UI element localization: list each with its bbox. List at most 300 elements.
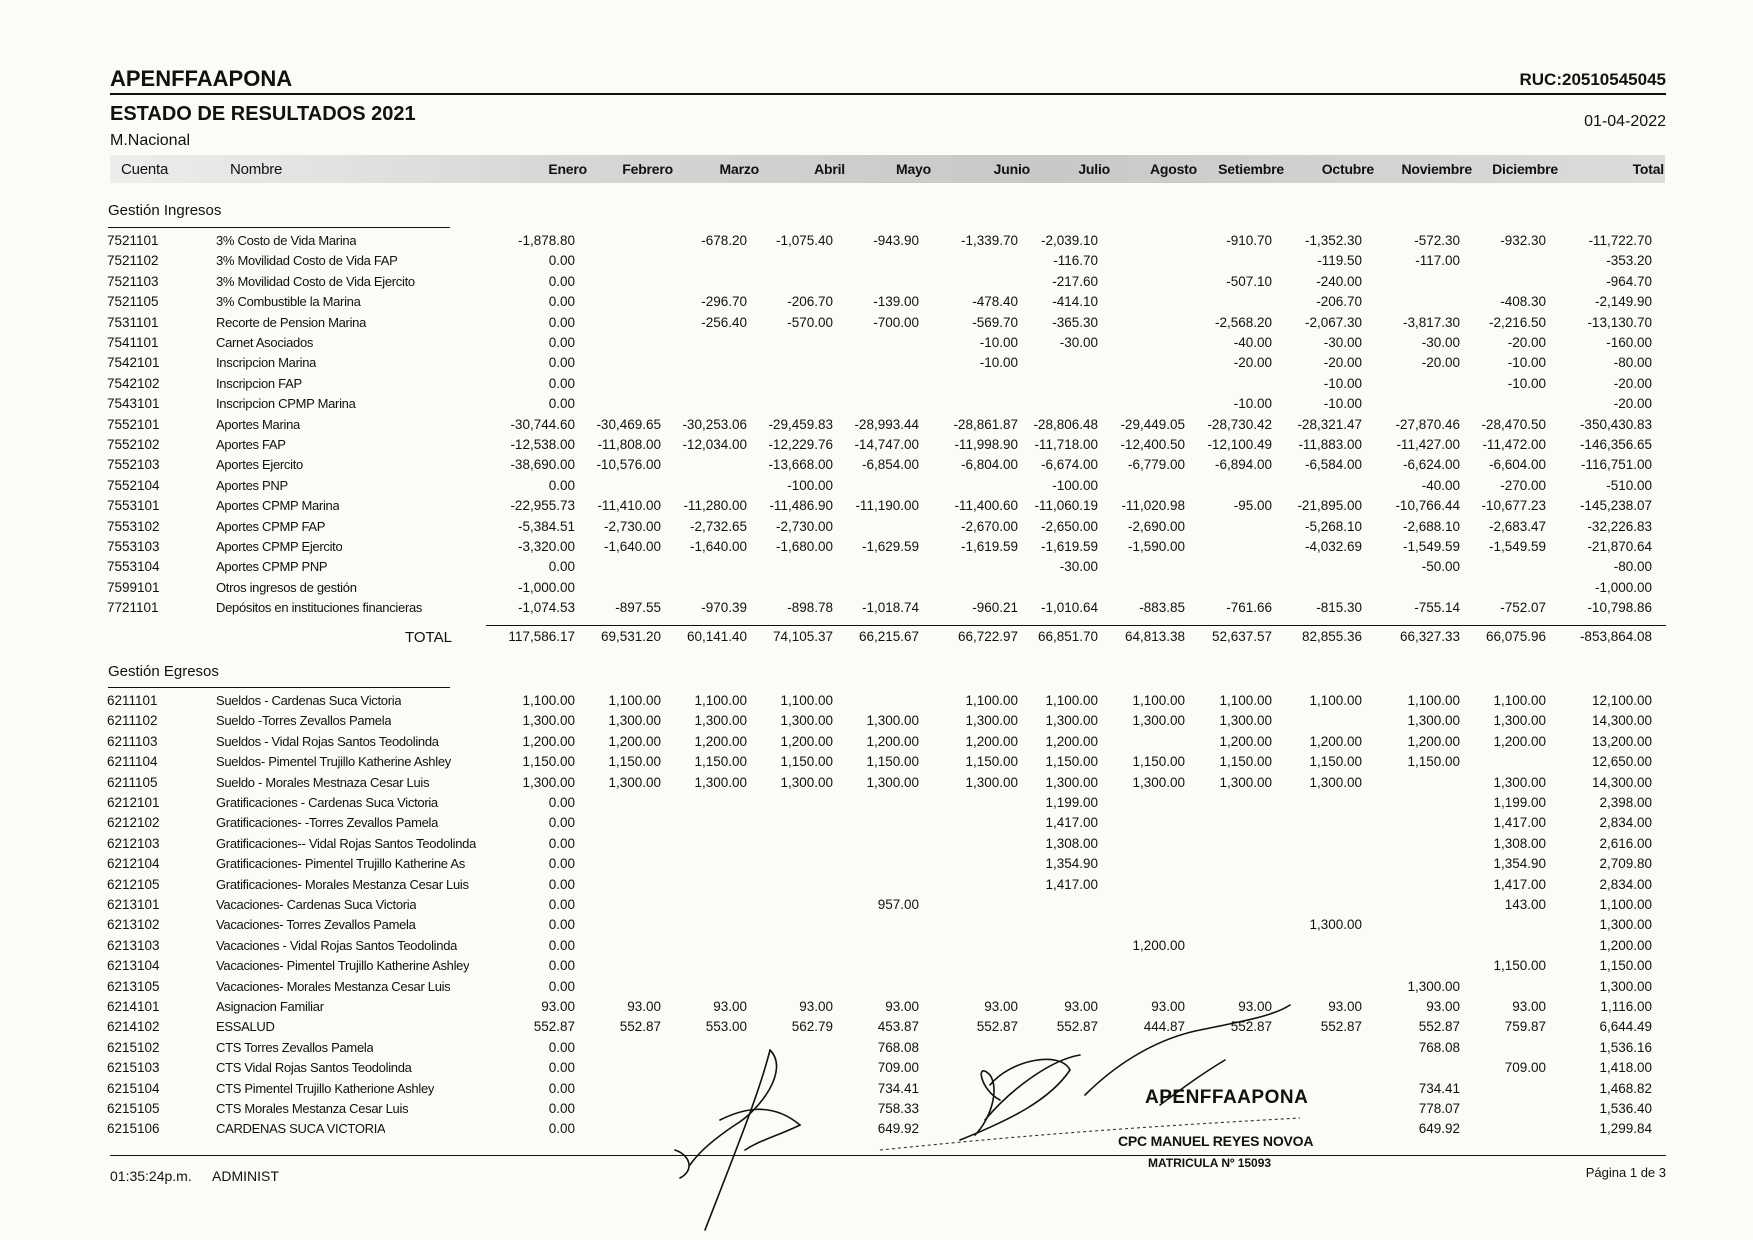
month-value-cell: -932.30 [1500,233,1546,248]
row-total-cell: 1,468.82 [1599,1080,1652,1096]
month-value-cell: 1,150.00 [694,754,747,770]
month-value-cell: 93.00 [1238,999,1272,1014]
month-value-cell: 1,200.00 [780,733,833,749]
row-total-cell: -10,798.86 [1587,600,1652,616]
month-value-cell: -2,039.10 [1040,233,1098,248]
month-value-cell: 0.00 [548,815,575,831]
month-value-cell: 1,150.00 [1407,754,1460,770]
account-code: 6212103 [107,835,160,851]
month-value-cell: -761.66 [1226,600,1272,616]
month-value-cell: -2,730.00 [775,518,833,534]
month-value-cell: -28,730.42 [1207,416,1272,432]
month-value-cell: 0.00 [548,273,575,289]
month-value-cell: -752.07 [1500,600,1546,616]
month-value-cell: -40.00 [1233,335,1272,350]
month-value-cell: -1,619.59 [960,539,1018,554]
month-value-cell: 0.00 [548,375,575,391]
row-total-cell: 1,200.00 [1599,937,1652,953]
month-value-cell: -755.14 [1414,600,1460,616]
month-value-cell: -4,032.69 [1304,539,1362,554]
column-header-month: Agosto [1149,161,1197,177]
column-header-account: Cuenta [121,161,169,178]
month-value-cell: 0.00 [548,1039,575,1055]
month-value-cell: -960.21 [972,600,1018,616]
month-value-cell: 957.00 [877,897,919,912]
month-value-cell: 1,200.00 [694,733,747,749]
row-total-cell: -80.00 [1613,559,1652,575]
month-value-cell: 1,200.00 [608,733,661,749]
month-value-cell: 1,100.00 [1132,693,1185,708]
month-value-cell: 1,300.00 [780,774,833,790]
month-value-cell: -10.00 [1323,396,1362,412]
month-value-cell: 1,199.00 [1493,795,1546,810]
month-value-cell: -11,280.00 [683,498,747,514]
account-name: Sueldo -Torres Zevallos Pamela [216,713,392,729]
month-value-cell: -20.00 [1421,355,1460,371]
month-value-cell: 709.00 [877,1060,919,1076]
month-value-cell: 552.87 [619,1019,661,1035]
row-total-cell: 1,418.00 [1599,1060,1652,1076]
account-code: 6211101 [107,693,158,708]
month-value-cell: 552.87 [1320,1019,1362,1035]
account-name: Sueldos- Pimentel Trujillo Katherine Ashley [216,754,451,770]
month-value-cell: 1,300.00 [1045,713,1098,729]
row-total-cell: -21,870.64 [1587,539,1652,554]
month-value-cell: 552.87 [1230,1019,1272,1035]
month-value-cell: -365.30 [1052,314,1098,330]
currency-label: M.Nacional [110,132,191,149]
company-name: APENFFAAPONA [110,66,293,91]
month-value-cell: -2,670.00 [960,518,1018,534]
row-total-cell: -964.70 [1606,273,1652,289]
account-name: Sueldos - Vidal Rojas Santos Teodolinda [216,733,439,749]
account-code: 7542102 [107,375,160,391]
row-total-cell: -116,751.00 [1580,457,1652,473]
column-header-month: Enero [548,161,587,177]
month-value-cell: -12,100.49 [1207,437,1272,452]
month-value-cell: -30.00 [1421,335,1460,350]
month-value-cell: 1,300.00 [1132,774,1185,790]
month-value-cell: -12,034.00 [682,437,747,452]
month-value-cell: -117.00 [1415,253,1460,269]
month-value-cell: 1,150.00 [1493,958,1546,974]
account-name: Gratificaciones- Pimentel Trujillo Katherine As [216,856,465,872]
account-name: Aportes PNP [216,477,288,493]
row-total-cell: -13,130.70 [1587,314,1652,330]
month-value-cell: -1,010.64 [1040,600,1098,616]
month-value-cell: -1,075.40 [775,233,833,248]
month-value-cell: -10,677.23 [1481,498,1546,514]
account-name: Vacaciones- Pimentel Trujillo Katherine Ashley [216,958,470,974]
account-code: 7542101 [107,355,160,371]
month-value-cell: 1,199.00 [1045,795,1098,810]
month-value-cell: 1,300.00 [1493,774,1546,790]
month-value-cell: -11,190.00 [855,498,919,514]
month-value-cell: 1,150.00 [1132,754,1185,770]
account-name: Aportes CPMP Ejercito [216,539,343,554]
month-value-cell: 93.00 [1064,999,1098,1014]
month-value-cell: 1,300.00 [522,713,575,729]
total-label: TOTAL [405,628,452,646]
month-value-cell: -11,808.00 [597,437,661,452]
account-name: Sueldos - Cardenas Suca Victoria [216,693,402,708]
account-code: 7721101 [107,600,159,616]
account-name: Inscripcion FAP [216,375,302,391]
month-value-cell: 1,100.00 [1219,693,1272,708]
month-value-cell: -1,074.53 [517,600,575,616]
month-value-cell: -815.30 [1316,600,1362,616]
month-value-cell: -20.00 [1507,335,1546,350]
month-value-cell: -5,384.51 [517,518,575,534]
month-value-cell: -1,018.74 [861,600,919,616]
month-value-cell: 1,300.00 [1407,978,1460,994]
month-value-cell: 1,150.00 [1309,754,1362,770]
print-user: ADMINIST [212,1168,279,1184]
month-value-cell: -29,459.83 [768,416,833,432]
report-date: 01-04-2022 [1584,113,1666,130]
month-value-cell: 1,100.00 [780,693,833,708]
month-value-cell: 1,100.00 [1045,693,1098,708]
month-value-cell: -20.00 [1233,355,1272,371]
month-value-cell: -11,998.90 [954,437,1018,452]
account-code: 7552102 [107,437,160,452]
column-header-month: Octubre [1321,161,1374,177]
month-value-cell: 1,200.00 [1045,733,1098,749]
row-total-cell: -2,149.90 [1594,294,1652,310]
month-value-cell: 1,200.00 [866,733,919,749]
column-header-month: Marzo [719,161,759,177]
column-header-month: Mayo [896,161,931,177]
month-value-cell: 768.08 [1418,1039,1460,1055]
account-code: 6212105 [107,876,160,892]
row-total-cell: 12,650.00 [1591,754,1652,770]
row-total-cell: 1,536.40 [1599,1101,1652,1116]
month-value-cell: 1,354.90 [1493,856,1546,872]
row-total-cell: -160.00 [1606,335,1652,350]
month-value-cell: -1,629.59 [861,539,919,554]
month-value-cell: 0.00 [548,477,575,493]
month-value-cell: -30.00 [1059,559,1098,575]
month-value-cell: -572.30 [1414,233,1460,248]
month-value-cell: -10,766.44 [1395,498,1460,514]
account-code: 6213105 [107,978,160,994]
month-value-cell: 93.00 [713,999,747,1014]
month-value-cell: -6,894.00 [1214,457,1272,473]
month-value-cell: 1,300.00 [1493,713,1546,729]
month-total-cell: 66,327.33 [1399,628,1460,644]
month-value-cell: -30,469.65 [596,416,661,432]
month-value-cell: 1,300.00 [608,774,661,790]
month-value-cell: -11,427.00 [1396,437,1460,452]
month-value-cell: -1,549.59 [1488,539,1546,554]
account-name: Aportes CPMP FAP [216,518,326,534]
account-code: 7521105 [107,294,159,310]
section-title-egresos: Gestión Egresos [108,663,219,680]
account-code: 7531101 [107,314,159,330]
account-name: Aportes CPMP Marina [216,498,340,514]
account-code: 6215104 [107,1080,160,1096]
month-value-cell: -100.00 [787,477,833,493]
row-total-cell: 2,834.00 [1599,876,1652,892]
month-value-cell: 0.00 [548,253,575,269]
month-value-cell: 1,300.00 [608,713,661,729]
month-value-cell: 0.00 [548,937,575,953]
month-value-cell: 93.00 [541,999,575,1014]
row-total-cell: 2,709.80 [1599,856,1652,872]
month-value-cell: -1,590.00 [1127,539,1185,554]
row-total-cell: 6,644.49 [1599,1019,1652,1035]
month-value-cell: 1,300.00 [866,713,919,729]
month-value-cell: 0.00 [548,978,575,994]
month-value-cell: -408.30 [1500,294,1546,310]
month-value-cell: -40.00 [1421,477,1460,493]
month-value-cell: 1,300.00 [694,713,747,729]
month-total-cell: 66,215.67 [858,628,919,644]
month-value-cell: -217.60 [1052,273,1098,289]
month-value-cell: -3,817.30 [1402,314,1460,330]
month-value-cell: -206.70 [787,294,833,310]
report-title: ESTADO DE RESULTADOS 2021 [110,103,416,125]
month-value-cell: 1,300.00 [1219,713,1272,729]
account-name: ESSALUD [216,1019,275,1035]
row-total-cell: -20.00 [1613,375,1652,391]
month-value-cell: 778.07 [1418,1101,1460,1116]
month-value-cell: 1,300.00 [1309,917,1362,933]
account-name: Vacaciones- Cardenas Suca Victoria [216,897,417,912]
month-value-cell: 1,354.90 [1045,856,1098,872]
month-total-cell: 82,855.36 [1301,628,1362,644]
account-name: Aportes Marina [216,416,300,432]
month-value-cell: 1,308.00 [1493,835,1546,851]
month-value-cell: -11,400.60 [954,498,1018,514]
month-value-cell: -1,640.00 [689,539,747,554]
month-value-cell: -28,993.44 [854,416,919,432]
column-header-month: Setiembre [1218,161,1284,177]
month-value-cell: 1,100.00 [1493,693,1546,708]
account-code: 6212102 [107,815,160,831]
account-name: Inscripcion Marina [216,355,317,371]
month-value-cell: -3,320.00 [517,539,575,554]
account-name: CTS Vidal Rojas Santos Teodolinda [216,1060,412,1076]
month-value-cell: -898.78 [787,600,833,616]
month-value-cell: -10.00 [979,355,1018,371]
account-name: 3% Movilidad Costo de Vida FAP [216,253,398,269]
month-value-cell: -12,229.76 [768,437,833,452]
row-total-cell: 12,100.00 [1591,693,1652,708]
account-code: 7521102 [107,253,159,269]
account-name: Carnet Asociados [216,335,314,350]
month-value-cell: 1,150.00 [965,754,1018,770]
row-total-cell: -11,722.70 [1588,233,1652,248]
month-value-cell: -116.70 [1053,253,1098,269]
month-value-cell: -28,861.87 [953,416,1018,432]
month-value-cell: -678.20 [701,233,747,248]
account-name: Gratificaciones-- Vidal Rojas Santos Teodolinda [216,835,477,851]
account-code: 7552104 [107,477,160,493]
month-value-cell: 93.00 [627,999,661,1014]
month-value-cell: 552.87 [1056,1019,1098,1035]
month-total-cell: 66,851.70 [1037,628,1098,644]
month-value-cell: 1,150.00 [522,754,575,770]
month-value-cell: -2,216.50 [1488,314,1546,330]
month-value-cell: 1,100.00 [1309,693,1362,708]
row-total-cell: 1,150.00 [1599,958,1652,974]
month-value-cell: -6,624.00 [1402,457,1460,473]
month-value-cell: 1,200.00 [1493,733,1546,749]
account-code: 6215103 [107,1060,160,1076]
month-value-cell: 0.00 [548,1080,575,1096]
account-code: 6211103 [107,733,158,749]
month-value-cell: 1,308.00 [1045,835,1098,851]
month-value-cell: -38,690.00 [510,457,575,473]
account-name: Gratificaciones- -Torres Zevallos Pamela [216,815,439,831]
month-value-cell: -10.00 [1323,375,1362,391]
account-code: 7553102 [107,518,160,534]
account-code: 7552103 [107,457,160,473]
month-value-cell: -14,747.00 [854,437,919,452]
month-value-cell: 562.79 [791,1019,833,1035]
account-code: 6215106 [107,1121,160,1137]
month-value-cell: 759.87 [1504,1019,1546,1035]
month-value-cell: -20.00 [1323,355,1362,371]
account-name: Vacaciones - Vidal Rojas Santos Teodolinda [216,937,458,953]
month-value-cell: -11,020.98 [1121,498,1185,514]
month-value-cell: -478.40 [972,294,1018,310]
print-time: 01:35:24p.m. [110,1168,192,1184]
month-value-cell: -30,744.60 [510,416,575,432]
month-value-cell: -1,619.59 [1040,539,1098,554]
month-value-cell: -569.70 [972,314,1018,330]
month-value-cell: -296.70 [701,294,747,310]
month-value-cell: -1,339.70 [960,233,1018,248]
month-value-cell: 1,300.00 [1045,774,1098,790]
account-name: 3% Costo de Vida Marina [216,233,357,248]
grand-total-cell: -853,864.08 [1579,628,1652,644]
month-value-cell: -206.70 [1316,294,1362,310]
month-value-cell: -700.00 [873,314,919,330]
month-value-cell: 0.00 [548,795,575,810]
month-value-cell: 734.41 [877,1080,919,1096]
account-code: 6215102 [107,1039,160,1055]
month-total-cell: 66,075.96 [1485,628,1546,644]
account-code: 6214101 [107,999,160,1014]
accountant-registration: MATRICULA Nº 15093 [1148,1156,1272,1170]
row-total-cell: 2,834.00 [1599,815,1652,831]
month-value-cell: -30.00 [1323,335,1362,350]
month-value-cell: -12,538.00 [510,437,575,452]
account-name: 3% Combustible la Marina [216,294,361,310]
row-total-cell: -350,430.83 [1579,416,1652,432]
month-value-cell: 0.00 [548,396,575,412]
month-value-cell: -11,410.00 [597,498,661,514]
month-value-cell: 734.41 [1418,1080,1460,1096]
month-value-cell: 93.00 [1151,999,1185,1014]
row-total-cell: -353.20 [1606,253,1652,269]
month-value-cell: 1,300.00 [965,713,1018,729]
month-value-cell: 1,100.00 [608,693,661,708]
account-name: 3% Movilidad Costo de Vida Ejercito [216,273,415,289]
month-total-cell: 60,141.40 [686,628,747,644]
account-code: 7521101 [107,233,159,248]
month-value-cell: -970.39 [701,600,747,616]
account-code: 6212101 [107,795,160,810]
account-code: 6212104 [107,856,160,872]
month-value-cell: -1,549.59 [1402,539,1460,554]
account-name: Vacaciones- Morales Mestanza Cesar Luis [216,978,451,994]
row-total-cell: 1,300.00 [1599,917,1652,933]
month-value-cell: 1,300.00 [1132,713,1185,729]
month-value-cell: 1,100.00 [522,693,575,708]
account-code: 6211102 [107,713,158,729]
month-value-cell: -29,449.05 [1120,416,1185,432]
month-value-cell: 1,200.00 [522,733,575,749]
month-value-cell: 758.33 [877,1101,919,1116]
account-code: 7521103 [107,273,159,289]
month-value-cell: 93.00 [1426,999,1460,1014]
month-value-cell: 552.87 [976,1019,1018,1035]
month-value-cell: -21,895.00 [1297,498,1362,514]
month-value-cell: 1,417.00 [1493,815,1546,831]
row-total-cell: 14,300.00 [1591,774,1652,790]
row-total-cell: -32,226.83 [1587,518,1652,534]
column-header-month: Febrero [622,161,673,177]
month-value-cell: 553.00 [705,1019,747,1035]
month-total-cell: 74,105.37 [772,628,833,644]
month-value-cell: 0.00 [548,917,575,933]
month-value-cell: -139.00 [873,294,919,310]
section-title-ingresos: Gestión Ingresos [108,202,222,219]
account-code: 6211104 [107,754,158,770]
month-value-cell: 552.87 [1418,1019,1460,1035]
account-name: Recorte de Pension Marina [216,314,367,330]
month-value-cell: 0.00 [548,559,575,575]
month-value-cell: -2,683.47 [1488,518,1546,534]
month-value-cell: 93.00 [799,999,833,1014]
account-name: Depósitos en instituciones financieras [216,600,423,616]
month-value-cell: -95.00 [1233,498,1272,514]
month-value-cell: 0.00 [548,1121,575,1137]
month-value-cell: -570.00 [787,314,833,330]
month-value-cell: 0.00 [548,897,575,912]
month-value-cell: -6,674.00 [1040,457,1098,473]
account-code: 6214102 [107,1019,160,1035]
month-value-cell: 1,300.00 [965,774,1018,790]
month-value-cell: 1,300.00 [866,774,919,790]
month-value-cell: -13,668.00 [768,457,833,473]
footer-rule [110,1155,1666,1156]
row-total-cell: -1,000.00 [1594,579,1652,595]
month-value-cell: -6,804.00 [960,457,1018,473]
month-value-cell: -28,806.48 [1033,416,1098,432]
ruc-number: RUC:20510545045 [1519,70,1666,89]
row-total-cell: 2,616.00 [1599,835,1652,851]
month-value-cell: -256.40 [701,314,747,330]
month-value-cell: -11,486.90 [769,498,833,514]
month-value-cell: 93.00 [1328,999,1362,1014]
account-name: Aportes Ejercito [216,457,303,473]
month-value-cell: -897.55 [615,600,661,616]
row-total-cell: -145,238.07 [1579,498,1652,514]
month-value-cell: 444.87 [1143,1019,1185,1035]
month-value-cell: -507.10 [1226,273,1272,289]
account-name: CTS Morales Mestanza Cesar Luis [216,1101,409,1116]
column-header-month: Julio [1078,161,1110,177]
account-name: CTS Pimentel Trujillo Katherione Ashley [216,1080,435,1096]
row-total-cell: 1,116.00 [1600,999,1652,1014]
month-value-cell: -28,321.47 [1297,416,1362,432]
month-value-cell: 1,100.00 [965,693,1018,708]
company-stamp: APENFFAAPONA [1145,1087,1309,1108]
